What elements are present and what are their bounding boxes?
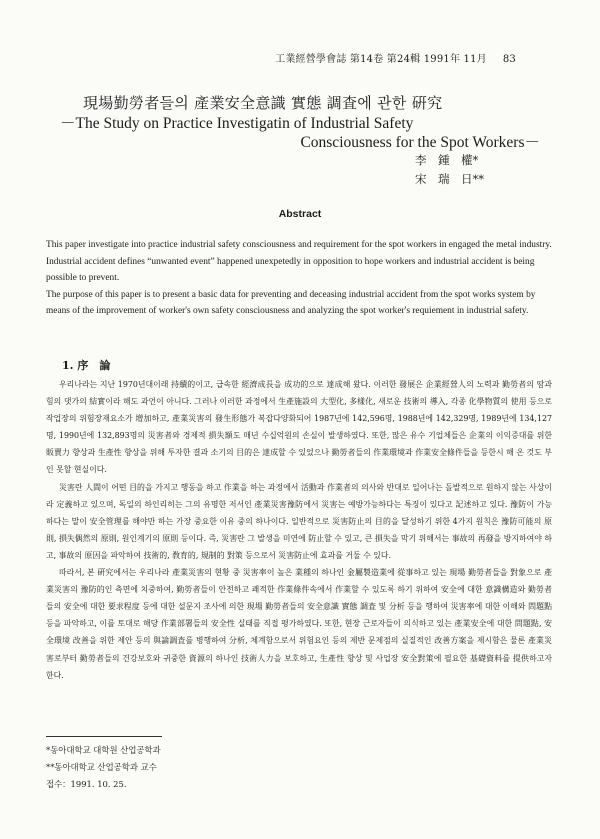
received-date: 접수：1991. 10. 25. (46, 779, 127, 789)
title-korean: 現場勤勞者들의 產業安全意識 實態 調査에 관한 硏究 (83, 94, 443, 112)
body-paragraph: 災害란 人間이 어떤 目的을 가지고 행동을 하고 作業을 하는 과정에서 活動과 作業者의 의사와 반대로 일어나는 돌발적으로 원하지 않는 사상이라 定義하고 있으며, 독일의 하인리히는 그의 유명한 저서인 產業災害豫防에서 災害는 예방가능하다는 특징이 있다고 記述하고 있다. 豫防이 가능하다는 말이 安全管理를 해야만 하는 가장 중요한 이유 중의 하나이다. 일반적으로 災害防止의 目的을 달성하기 위한 4가지 원칙은 豫防可能의 原則, 損失偶然의 原則, 원인계기의 原則 등이다. 즉, 災害란 그 발생을 미연에 防止할 수 있고, 큰 損失을 막기 위해서는 事故의 再發을 방지하여야 하고, 事故의 原因을 파악하여 技術的, 敎育的, 規制的 對策 등으로서 災害防止에 효과를 거둘 수 있다. (46, 482, 552, 560)
footnote: *동아대학교 대학원 산업공학과 (46, 745, 161, 755)
abstract-paragraph: This paper investigate into practice industrial safety consciousness and requirement for the spot workers in engaged the metal industry. (46, 240, 552, 250)
section-heading: 1. 序 論 (62, 359, 111, 372)
title-english-line2: Consciousness for the Spot Workers－ (300, 134, 540, 151)
footnote: **동아대학교 산업공학과 교수 (46, 762, 157, 772)
body-paragraph: 우리나라는 지난 1970년대이래 持續的이고, 급속한 經濟成長을 成功的으로 達成해 왔다. 이러한 發展은 企業經營人의 노력과 勤勞者의 땀과 힘의 댓가의 結實이라 해도 과언이 아니다. 그러나 이러한 과정에서 生產施設의 大型化, 多樣化, 새로운 技術의 導入, 각종 化學物質의 使用 등으로 작업장의 위험장재요소가 增加하고, 產業災害의 發生形態가 복잡다양화되어 1987년에 142,596명, 1988년에 142,329명, 1989년에 134,127명, 1990년에 132,893명의 災害者와 경제적 損失額도 매년 수십억원의 손실이 발생하였다. 또한, 많은 유수 기업체들은 企業의 이익증대를 위한 販賣力 향상과 生產性 향상을 위해 투자한 결과 소기의 目的은 達成할 수 있었으나 勤勞者들의 作業環境과 作業安全條件들을 등한시 해 온 것도 부인 못할 현실이다. (46, 380, 552, 475)
body-paragraph: 따라서, 본 硏究에서는 우리나라 產業災害의 현황 중 災害率이 높은 業種의 하나인 金屬製造業에 從事하고 있는 現場 勤勞者들을 對象으로 產業災害의 豫防的인 측면에 치중하여, 勤勞者들이 안전하고 쾌적한 作業條件속에서 作業할 수 있도록 하기 위하여 安全에 대한 意識構造와 勤勞者들의 安全에 대한 要求程度 등에 대한 설문지 조사에 의한 現場 勤勞者들의 安全意識 實態 調査 및 分析 등을 행하여 災害率에 대한 이해와 問題點 등을 파악하고, 이를 토대로 해당 作業部署들의 安全性 실태를 직접 평가하였다. 또한, 현장 근로자들이 의식하고 있는 產業安全에 대한 問題點, 安全環境 改善을 위한 제안 등의 與論調査를 병행하여 分析, 체계함으로서 위험요인 등의 제반 문제점의 실질적인 改善方案을 제시함은 물론 產業災害로부터 勤勞者들의 건강보호와 귀중한 資源의 하나인 技術人力을 보호하고, 生產性 향상 및 사업장 安全對策에 필요한 基礎資料를 提供하고자 한다. (46, 568, 552, 680)
footnote-divider (46, 736, 162, 737)
abstract-paragraph: The purpose of this paper is to present a basic data for preventing and deceasing industrial accident from the spot works system by means of the improvement of worker's own safety consciousness and analyzing the spot worker's requiement in industrial safety. (46, 290, 536, 316)
footnotes (46, 742, 161, 793)
running-head (275, 50, 516, 65)
abstract-body (46, 237, 554, 319)
journal-info: 工業經營學會誌 第14卷 第24輯 1991年 11月 (275, 54, 487, 65)
abstract-paragraph: Industrial accident defines “unwanted event” happened unexpetedly in opposition to hope workers and industrial accident is being possible to prevent. (46, 257, 535, 283)
abstract-heading: Abstract (278, 208, 322, 220)
page-number: 83 (502, 54, 516, 65)
author-1: 李 鍾 權* (415, 153, 479, 167)
title-english-line1: －The Study on Practice Investigatin of Industrial Safety (60, 115, 414, 132)
author-2: 宋 瑞 日** (415, 172, 484, 186)
section-body (46, 376, 552, 684)
